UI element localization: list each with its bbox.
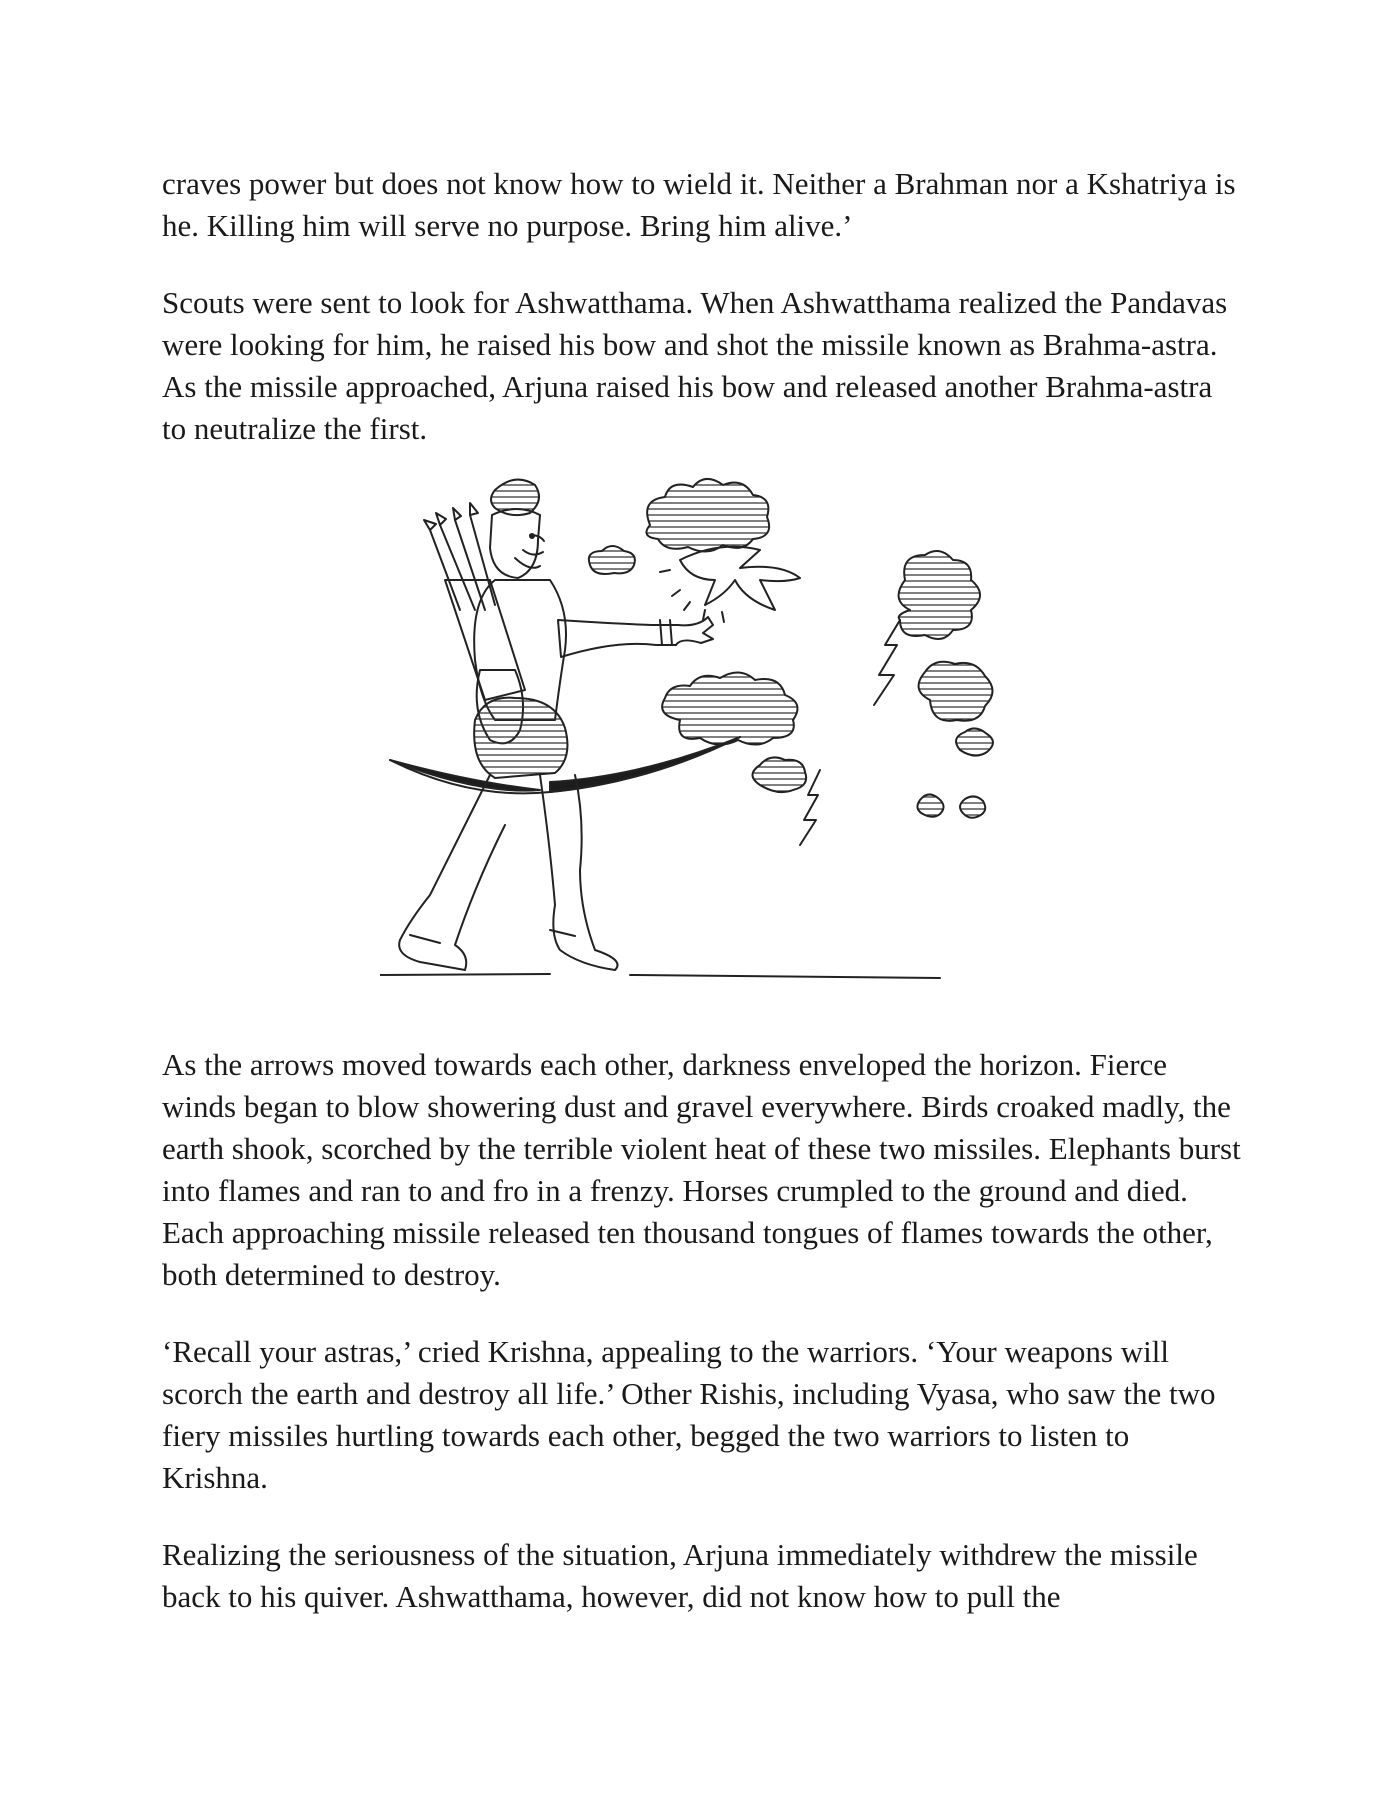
paragraph-3: As the arrows moved towards each other, darkness enveloped the horizon. Fierce winds began to blow showering dust and gravel everywhere. Birds croaked madly, the earth shook, scorched by the terrible violent heat of these two missiles. Elephants burst into flames and ran to and fro in a frenzy. Horses crumpled to the ground and died. Each approaching missile released ten thousand tongues of flames towards the other, both determined to destroy. — [162, 1047, 1241, 1292]
warrior-with-bow-and-missile-icon — [380, 470, 1010, 1000]
paragraph-2: Scouts were sent to look for Ashwatthama. When Ashwatthama realized the Pandavas were looking for him, he raised his bow and shot the missile known as Brahma-astra. As the missile approached, Arjuna raised his bow and released another Brahma-astra to neutralize the first. — [162, 285, 1228, 446]
paragraph-5: Realizing the seriousness of the situation, Arjuna immediately withdrew the missile back to his quiver. Ashwatthama, however, did not know how to pull the — [162, 1537, 1198, 1614]
paragraph-4: ‘Recall your astras,’ cried Krishna, appealing to the warriors. ‘Your weapons will scorch the earth and destroy all life.’ Other Rishis, including Vyasa, who saw the two fiery missiles hurtling towards each other, begged the two warriors to listen to Krishna. — [162, 1334, 1216, 1495]
paragraph-1: craves power but does not know how to wield it. Neither a Brahman nor a Kshatriya is he. Killing him will serve no purpose. Bring him alive.’ — [162, 166, 1236, 243]
warrior-illustration — [380, 470, 1010, 1000]
